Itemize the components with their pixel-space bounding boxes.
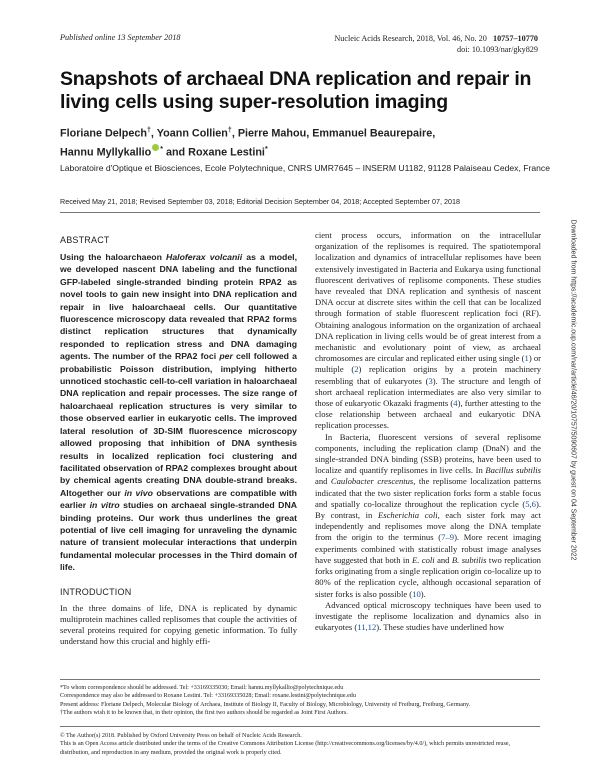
- orcid-icon[interactable]: [152, 144, 159, 151]
- citation-link[interactable]: 1: [524, 353, 529, 364]
- page-range: 10757–10770: [492, 34, 538, 43]
- download-note[interactable]: Downloaded from https://academic.oup.com/nar/article/46/20/10757/5090607 by guest on 04 September 2022: [569, 219, 577, 561]
- author-name[interactable]: Emmanuel Beaurepaire: [312, 127, 433, 140]
- text-run: ). By contrast, in: [315, 498, 541, 521]
- affiliation: Laboratoire d'Optique et Biosciences, Ecole Polytechnique, CNRS UMR7645 – INSERM U1182, 91128 Palaiseau Cedex, France: [60, 163, 550, 173]
- text-run: studies on archaeal single-stranded DNA binding proteins. Our work thus underlines the great potential of live cell imaging for unraveling the dynamic nature of transient molecular interactions that underpin fundamental molecular processes in the Third domain of life.: [60, 500, 297, 573]
- footnote: †The authors wish it to be known that, in their opinion, the first two authors should be regarded as Joint First Authors.: [60, 710, 348, 717]
- text-run: Advanced optical microscopy techniques have been used to investigate the replisome localization and dynamics also in eukaryotes (: [315, 599, 541, 633]
- separator: ,: [150, 127, 154, 140]
- author-list: [60, 123, 560, 160]
- citation-link[interactable]: 7–9: [441, 532, 455, 543]
- journal-citation: Nucleic Acids Research, 2018, Vol. 46, No. 20: [334, 34, 487, 43]
- license-divider: [60, 726, 540, 727]
- copyright-line: © The Author(s) 2018. Published by Oxford University Press on behalf of Nucleic Acids Research.: [60, 733, 302, 739]
- paragraph: [315, 600, 541, 634]
- species-name: B. subtilis: [451, 554, 487, 565]
- italic-term: per: [219, 351, 233, 362]
- text-run: ).: [420, 588, 426, 599]
- abstract-text: [60, 251, 297, 574]
- right-column: [315, 230, 541, 633]
- separator: ,: [231, 127, 235, 140]
- author-name[interactable]: Roxane Lestini: [188, 146, 265, 159]
- text-run: and: [315, 476, 331, 487]
- italic-term: in vivo: [124, 487, 153, 498]
- author-mark: †: [227, 127, 232, 134]
- text-run: and: [434, 554, 452, 565]
- citation-link[interactable]: 11,12: [357, 622, 377, 633]
- left-column: [60, 235, 297, 647]
- citation-link[interactable]: 2: [354, 364, 359, 375]
- author-name[interactable]: Yoann Collien: [156, 127, 228, 140]
- author-name[interactable]: Pierre Mahou: [237, 127, 307, 140]
- text-run: Using the haloarchaeon: [60, 252, 167, 262]
- text-run: ) or multiple (: [315, 353, 541, 375]
- citation-link[interactable]: 10: [412, 588, 421, 599]
- separator: ,: [432, 127, 436, 140]
- text-run: two replication forks originating from a single replication origin co-localize up to 80% of the replication cycle, although occasional separation of sister forks is also possible (: [315, 554, 541, 599]
- doi-link[interactable]: doi: 10.1093/nar/gky829: [457, 45, 538, 54]
- citation-link[interactable]: 3: [428, 375, 433, 386]
- published-date: Published online 13 September 2018: [60, 33, 181, 42]
- footnote-divider: [60, 679, 540, 680]
- text-run: observations are compatible with earlier: [60, 487, 297, 511]
- text-run: as a model, we developed nascent DNA labeling and the functional GFP-labeled single-stranded binding protein RPA2 as novel tools to gain new insight into DNA replication and repair in live haloarchaeal cells. Our quantitative fluorescence microscopy data revealed that RPA2 forms distinct replication structures that dynamically responded to replication stress and DNA damaging agents. The number of the RPA2 foci: [60, 252, 298, 362]
- footnote: Correspondence may also be addressed to Roxane Lestini. Tel: +33169335028; Email: roxane.lestini@polytechnique.edu: [60, 693, 356, 700]
- author-mark: †: [147, 127, 151, 134]
- conjunction: and: [165, 146, 186, 159]
- text-run: ). More recent imaging experiments combined with statistically robust image analyses have suggested that both in: [315, 532, 541, 565]
- footnote: *To whom correspondence should be addressed. Tel: +33169335030; Email: hannu.myllykallio@polytechnique.edu: [60, 685, 344, 691]
- author-name[interactable]: Hannu Myllykallio: [60, 146, 152, 159]
- citation-link[interactable]: 4: [453, 398, 458, 409]
- species-name: Caulobacter crescentus: [330, 476, 414, 487]
- paragraph: [315, 230, 541, 432]
- text-run: ). These studies have underlined how: [376, 622, 505, 633]
- text-run: , the replisome localization patterns indicated that the two sister replication forks form a stable focus and spatially co-localize throughout the replication cycle (: [315, 476, 541, 509]
- separator: ,: [306, 127, 310, 140]
- license-block: [60, 732, 540, 757]
- italic-term: in vitro: [89, 500, 120, 511]
- text-run: cient process occurs, information on the intracellular organization of the replisomes is required. The spatiotemporal localization and dynamics of intracellular replisomes have been extensively investigated in Bacteria and Eukarya using functional fluorescent derivatives of replisome components. These studies have revealed that DNA replication and synthesis of nascent DNA occur at discrete sites within the cell that can be localized through formation of stable fluorescent replication foci (RF). Obtaining analogous information on the organization of archaeal DNA replication in living cells would be of great interest from a mechanistic and evolutionary point of view, as archaeal chromosomes are circular and replicated either using single (: [315, 230, 541, 364]
- citation-link[interactable]: 5,6: [525, 498, 536, 509]
- author-name[interactable]: Floriane Delpech: [60, 127, 147, 140]
- journal-info: [334, 33, 538, 55]
- footnotes: [60, 684, 540, 718]
- author-mark: *: [160, 145, 163, 153]
- paper-title: Snapshots of archaeal DNA replication and repair in living cells using super-resolution imaging: [60, 68, 532, 113]
- paragraph: [315, 432, 541, 600]
- text-run: , each sister fork may act independently and replisomes move along the DNA template from the origin to the terminus (: [315, 510, 542, 543]
- download-watermark: [568, 200, 578, 580]
- species-name: Escherichia coli: [378, 510, 438, 521]
- header-divider: [60, 212, 540, 213]
- license-text: This is an Open Access article distributed under the terms of the Creative Commons Attribution License (http://creativecommons.org/licenses/by/4.0/), which permits unrestricted reuse, distribution, and reproduction in any medium, provided the original work is properly cited.: [60, 741, 511, 756]
- abstract-heading: ABSTRACT: [60, 235, 110, 245]
- text-run: ). The structure and length of short archaeal replication intermediates are also very similar to those of eukaryotic Okazaki fragments (: [315, 375, 541, 409]
- text-run: In Bacteria, fluorescent versions of several replisome components, including the replication clamp (DnaN) and the single-stranded DNA binding (SSB) proteins, have been used to localize and quantify replisomes in live cells. In: [315, 431, 541, 476]
- species-name: Haloferax volcanii: [166, 252, 243, 262]
- species-name: Bacillus subtilis: [485, 465, 542, 476]
- footnote: Present address: Floriane Delpech, Molecular Biology of Archaea, Institute of Biology II, Faculty of Biology, Microbiology, University of Freiburg, Freiburg, Germany.: [60, 701, 471, 708]
- text-run: cell followed a probabilistic Poisson distribution, implying hitherto unnoticed stochastic cell-to-cell variation in haloarchaeal DNA replication and repair processes. The size range of haloarchaeal replication structures is very similar to those observed earlier in eukaryotic cells. The improved lateral resolution of 3D-SIM fluorescence microscopy allowed proposing that inhibition of DNA synthesis results in localized replication foci clustering and facilitated observation of RPA2 complexes brought about by chemical agents creating DNA double-strand breaks. Altogether our: [60, 351, 297, 498]
- species-name: E. coli: [411, 554, 435, 565]
- text-run: ) replication origins by a protein machinery resembling that of eukaryotes (: [315, 364, 542, 386]
- introduction-text: In the three domains of life, DNA is replicated by dynamic multiprotein machines called replisomes that couple the activities of several proteins required for copying genetic information. To fully understand how this crucial and highly effi-: [60, 602, 297, 647]
- introduction-heading: INTRODUCTION: [60, 586, 132, 597]
- author-mark: *: [264, 145, 268, 153]
- text-run: ), further attesting to the close relationship between archaeal and eukaryotic DNA replication processes.: [315, 398, 541, 431]
- submission-dates: Received May 21, 2018; Revised September 03, 2018; Editorial Decision September 04, 2018; Accepted September 07, 2018: [60, 197, 460, 206]
